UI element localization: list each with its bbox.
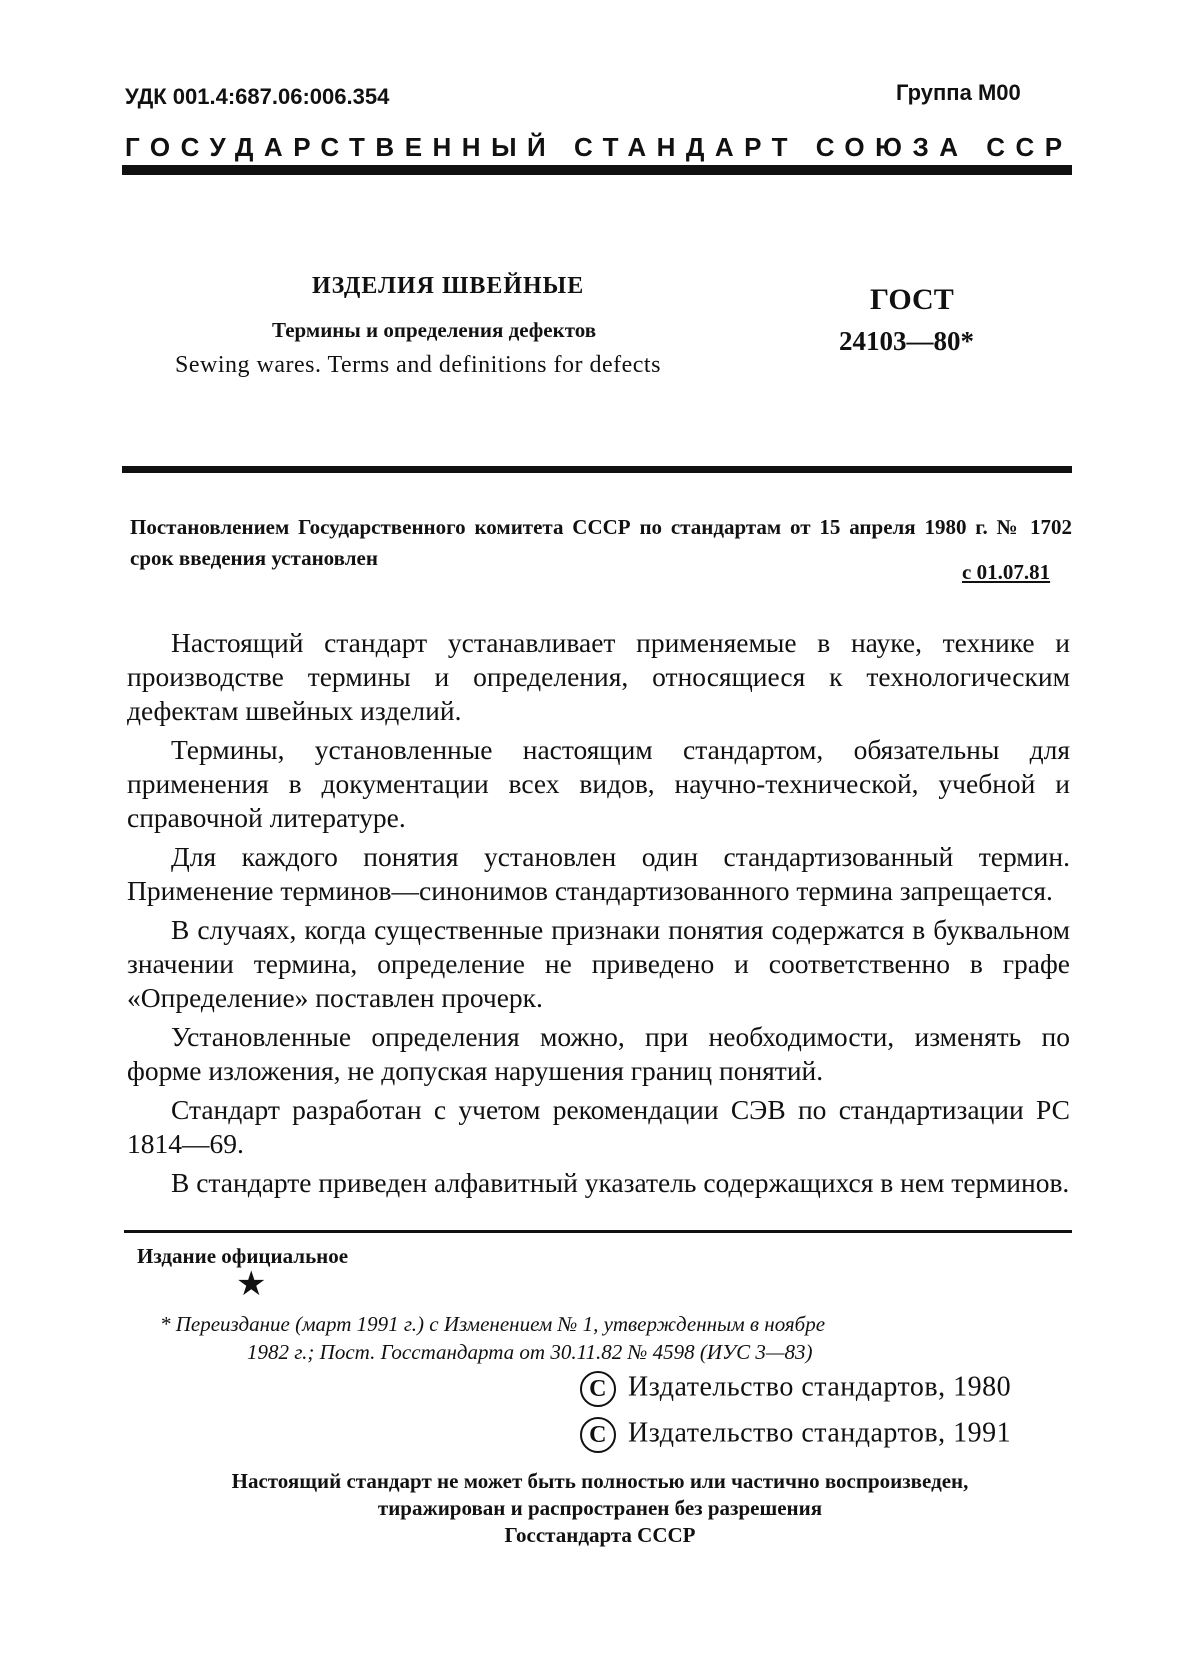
copyright-text: Издательство стандартов, 1980	[628, 1371, 1012, 1403]
group-code: Группа М00	[896, 80, 1021, 105]
copyright-icon: C	[580, 1417, 616, 1453]
decree-text: Постановлением Государственного комитета СССР по стандартам от 15 апреля 1980 г. № 1702 срок введения установлен	[130, 515, 1072, 570]
copyright-text: Издательство стандартов, 1991	[628, 1417, 1012, 1449]
body-paragraph: Настоящий стандарт устанавливает применяемые в науке, технике и производстве термины и определения, относящиеся к технологическим дефектам швейных изделий.	[127, 627, 1070, 726]
state-standard-heading: ГОСУДАРСТВЕННЫЙ СТАНДАРТ СОЮЗА ССР	[125, 132, 1073, 162]
document-subtitle: Термины и определения дефектов	[272, 318, 597, 342]
gost-number: 24103—80*	[839, 326, 974, 356]
bottom-divider	[124, 1230, 1072, 1233]
copyright-1991	[580, 1417, 1011, 1453]
udk-code: УДК 001.4:687.06:006.354	[125, 84, 390, 109]
document-title: ИЗДЕЛИЯ ШВЕЙНЫЕ	[312, 273, 585, 299]
star-icon: ★	[236, 1266, 267, 1303]
effective-date: с 01.07.81	[962, 560, 1051, 584]
official-edition-label: Издание официальное	[137, 1244, 349, 1268]
reproduction-notice	[140, 1468, 1060, 1549]
reissue-line: * Переиздание (март 1991 г.) с Изменением № 1, утвержденным в ноябре	[160, 1312, 826, 1336]
body-paragraph: Стандарт разработан с учетом рекомендации СЭВ по стандартизации РС 1814—69.	[127, 1094, 1070, 1159]
body-paragraph: Термины, установленные настоящим стандартом, обязательны для применения в документации всех видов, научно-технической, учебной и справочной литературе.	[127, 734, 1070, 833]
body-text	[127, 626, 1070, 1205]
copyright-icon: C	[580, 1371, 616, 1407]
copyright-1980	[580, 1371, 1011, 1407]
notice-line: Госстандарта СССР	[504, 1523, 696, 1547]
body-paragraph: В стандарте приведен алфавитный указатель содержащихся в нем терминов.	[171, 1167, 1070, 1198]
notice-line: Настоящий стандарт не может быть полностью или частично воспроизведен,	[231, 1469, 969, 1493]
reissue-note	[160, 1310, 1060, 1366]
notice-line: тиражирован и распространен без разрешения	[377, 1496, 823, 1520]
top-divider	[122, 165, 1072, 175]
body-paragraph: Для каждого понятия установлен один стандартизованный термин. Применение терминов—синонимов стандартизованного термина запрещается.	[127, 841, 1070, 906]
body-paragraph: Установленные определения можно, при необходимости, изменять по форме изложения, не допуская нарушения границ понятий.	[127, 1021, 1070, 1086]
document-subtitle-english: Sewing wares. Terms and definitions for defects	[175, 352, 661, 378]
body-paragraph: В случаях, когда существенные признаки понятия содержатся в буквальном значении термина, определение не приведено и соответственно в графе «Определение» поставлен прочерк.	[127, 914, 1070, 1013]
middle-divider	[122, 466, 1072, 473]
gost-label: ГОСТ	[870, 283, 954, 316]
reissue-line: 1982 г.; Пост. Госстандарта от 30.11.82 № 4598 (ИУС 3—83)	[247, 1340, 813, 1364]
